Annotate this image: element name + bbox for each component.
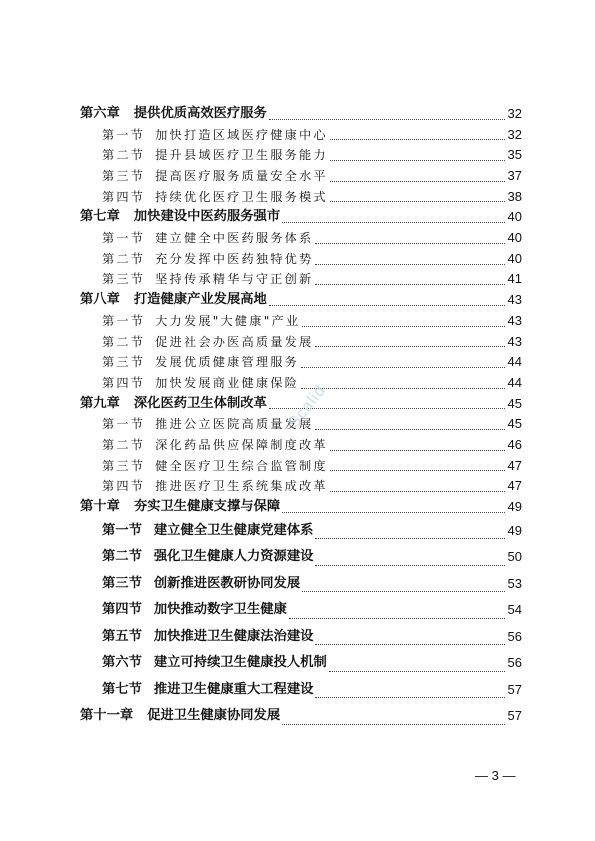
toc-page-number: 44 <box>507 374 522 390</box>
toc-section-row[interactable] <box>80 332 522 353</box>
toc-entry-label: 第一节 <box>102 417 146 432</box>
dot-leader <box>315 239 504 244</box>
toc-page-number: 40 <box>507 230 522 246</box>
toc-entry-label: 第六节 <box>102 655 142 671</box>
toc-chapter-row[interactable] <box>80 290 522 311</box>
toc-entry-title: 发展优质健康管理服务 <box>155 355 300 370</box>
toc-entry-label: 第二节 <box>102 334 146 349</box>
toc-page-number: 41 <box>507 271 522 287</box>
toc-entry-label: 第五节 <box>102 628 142 644</box>
toc-page-number: 45 <box>507 416 522 432</box>
toc-entry-label: 第三节 <box>102 458 146 473</box>
toc-entry-label: 第一节 <box>102 231 146 246</box>
dot-leader <box>330 446 505 451</box>
dot-leader <box>302 587 504 592</box>
dot-leader <box>302 322 504 327</box>
toc-entry-title: 加快建设中医药服务强市 <box>133 209 281 225</box>
toc-entry-title: 夯实卫生健康支撑与保障 <box>133 499 281 515</box>
dot-leader <box>282 720 504 725</box>
dot-leader <box>315 534 504 539</box>
toc-entry-label: 第三节 <box>102 169 146 184</box>
page-number: — 3 — <box>475 768 516 783</box>
dot-leader <box>315 280 504 285</box>
toc-entry-label: 第二节 <box>102 437 146 452</box>
dot-leader <box>269 301 505 306</box>
toc-page-number: 47 <box>507 478 522 494</box>
dot-leader <box>329 667 505 672</box>
toc-entry-label: 第一节 <box>102 127 146 142</box>
dot-leader <box>330 135 505 140</box>
toc-section-row[interactable] <box>80 650 522 677</box>
toc-entry-label: 第十一章 <box>80 708 134 724</box>
toc-entry-title: 深化医药卫生体制改革 <box>133 395 267 411</box>
dot-leader <box>269 115 505 120</box>
toc-page-number: 38 <box>507 188 522 204</box>
toc-section-row[interactable] <box>80 624 522 651</box>
toc-section-row[interactable] <box>80 145 522 166</box>
toc-page-number: 57 <box>507 681 522 697</box>
toc-section-row[interactable] <box>80 597 522 624</box>
toc-entry-title: 创新推进医教研协同发展 <box>153 575 301 591</box>
toc-page-number: 32 <box>507 105 522 121</box>
toc-page-number: 54 <box>507 602 522 618</box>
dot-leader <box>315 425 504 430</box>
toc-page-number: 40 <box>507 209 522 225</box>
toc-page-number: 47 <box>507 457 522 473</box>
dot-leader <box>330 487 505 492</box>
toc-entry-label: 第七章 <box>80 209 120 225</box>
toc-entry-title: 强化卫生健康人力资源建设 <box>153 549 314 565</box>
toc-page-number: 43 <box>507 312 522 328</box>
toc-entry-title: 提升县域医疗卫生服务能力 <box>155 148 328 163</box>
toc-chapter-row[interactable] <box>80 207 522 228</box>
toc-page-number: 49 <box>507 522 522 538</box>
toc-entry-label: 第八章 <box>80 292 120 308</box>
toc-entry-label: 第三节 <box>102 355 146 370</box>
toc-entry-label: 第一节 <box>102 522 142 538</box>
toc-page-number: 40 <box>507 250 522 266</box>
toc-entry-title: 建立健全中医药服务体系 <box>155 231 314 246</box>
toc-entry-label: 第四节 <box>102 189 146 204</box>
dot-leader <box>315 640 504 645</box>
toc-entry-title: 加快推动数字卫生健康 <box>153 602 287 618</box>
toc-entry-label: 第七节 <box>102 681 142 697</box>
toc-section-row[interactable] <box>80 518 522 545</box>
toc-entry-title: 提供优质高效医疗服务 <box>133 105 267 121</box>
toc-section-row[interactable] <box>80 311 522 332</box>
toc-entry-label: 第九章 <box>80 395 120 411</box>
toc-entry-title: 加快发展商业健康保险 <box>155 375 300 390</box>
toc-section-row[interactable] <box>80 228 522 249</box>
toc-entry-label: 第一节 <box>102 313 146 328</box>
toc-page-number: 49 <box>507 499 522 515</box>
dot-leader <box>330 466 505 471</box>
toc-entry-label: 第四节 <box>102 602 142 618</box>
toc-chapter-row[interactable] <box>80 497 522 518</box>
toc-entry-title: 打造健康产业发展高地 <box>133 292 267 308</box>
dot-leader <box>282 218 504 223</box>
dot-leader <box>301 363 504 368</box>
toc-section-row[interactable] <box>80 677 522 704</box>
toc-entry-title: 推进公立医院高质量发展 <box>155 417 314 432</box>
toc-page-number: 35 <box>507 147 522 163</box>
toc-entry-title: 持续优化医疗卫生服务模式 <box>155 189 328 204</box>
toc-page-number: 56 <box>507 628 522 644</box>
toc-entry-title: 促进社会办医高质量发展 <box>155 334 314 349</box>
toc-section-row[interactable] <box>80 476 522 497</box>
toc-entry-label: 第二节 <box>102 251 146 266</box>
toc-entry-label: 第三节 <box>102 272 146 287</box>
toc-page-number: 56 <box>507 655 522 671</box>
toc-entry-label: 第四节 <box>102 375 146 390</box>
toc-section-row[interactable] <box>80 249 522 270</box>
toc-section-row[interactable] <box>80 166 522 187</box>
toc-page-number: 53 <box>507 575 522 591</box>
toc-section-row[interactable] <box>80 125 522 146</box>
toc-chapter-row[interactable] <box>80 703 522 730</box>
toc-section-row[interactable] <box>80 435 522 456</box>
toc-section-row[interactable] <box>80 456 522 477</box>
toc-section-row[interactable] <box>80 187 522 208</box>
toc-entry-title: 推进卫生健康重大工程建设 <box>153 681 314 697</box>
dot-leader <box>301 384 504 389</box>
toc-entry-title: 加快打造区域医疗健康中心 <box>155 127 328 142</box>
toc-page-number: 44 <box>507 354 522 370</box>
toc-entry-label: 第六章 <box>80 105 120 121</box>
dot-leader <box>282 508 504 513</box>
toc-entry-title: 健全医疗卫生综合监管制度 <box>155 458 328 473</box>
toc-section-row[interactable] <box>80 373 522 394</box>
toc-page-number: 50 <box>507 549 522 565</box>
toc-page-number: 43 <box>507 292 522 308</box>
toc-entry-title: 提高医疗服务质量安全水平 <box>155 169 328 184</box>
toc-entry-title: 加快推进卫生健康法治建设 <box>153 628 314 644</box>
dot-leader <box>330 156 505 161</box>
toc-entry-label: 第四节 <box>102 479 146 494</box>
dot-leader <box>315 260 504 265</box>
toc-entry-title: 促进卫生健康协同发展 <box>147 708 281 724</box>
dot-leader <box>330 177 505 182</box>
toc-entry-label: 第三节 <box>102 575 142 591</box>
toc-section-row[interactable] <box>80 270 522 291</box>
toc-entry-label: 第二节 <box>102 549 142 565</box>
toc-entry-title: 深化药品供应保障制度改革 <box>155 437 328 452</box>
dot-leader <box>330 197 505 202</box>
toc-chapter-row[interactable] <box>80 104 522 125</box>
toc-entry-title: 推进医疗卫生系统集成改革 <box>155 479 328 494</box>
toc-entry-title: 充分发挥中医药独特优势 <box>155 251 314 266</box>
toc-page-number: 43 <box>507 333 522 349</box>
toc-entry-label: 第十章 <box>80 499 120 515</box>
toc-entry-label: 第二节 <box>102 148 146 163</box>
toc-section-row[interactable] <box>80 544 522 571</box>
toc-section-row[interactable] <box>80 571 522 598</box>
toc-page-number: 37 <box>507 168 522 184</box>
toc-page-number: 32 <box>507 126 522 142</box>
dot-leader <box>315 342 504 347</box>
dot-leader <box>315 561 504 566</box>
watermark: Scalid <box>285 381 330 432</box>
toc-page-number: 45 <box>507 395 522 411</box>
toc-page-number: 46 <box>507 436 522 452</box>
dot-leader <box>315 693 504 698</box>
toc-entry-title: 建立可持续卫生健康投人机制 <box>153 655 327 671</box>
dot-leader <box>289 614 505 619</box>
toc-section-row[interactable] <box>80 352 522 373</box>
toc-entry-title: 大力发展"大健康"产业 <box>155 313 301 328</box>
toc-entry-title: 坚持传承精华与守正创新 <box>155 272 314 287</box>
toc-entry-title: 建立健全卫生健康党建体系 <box>153 522 314 538</box>
toc-page-number: 57 <box>507 708 522 724</box>
